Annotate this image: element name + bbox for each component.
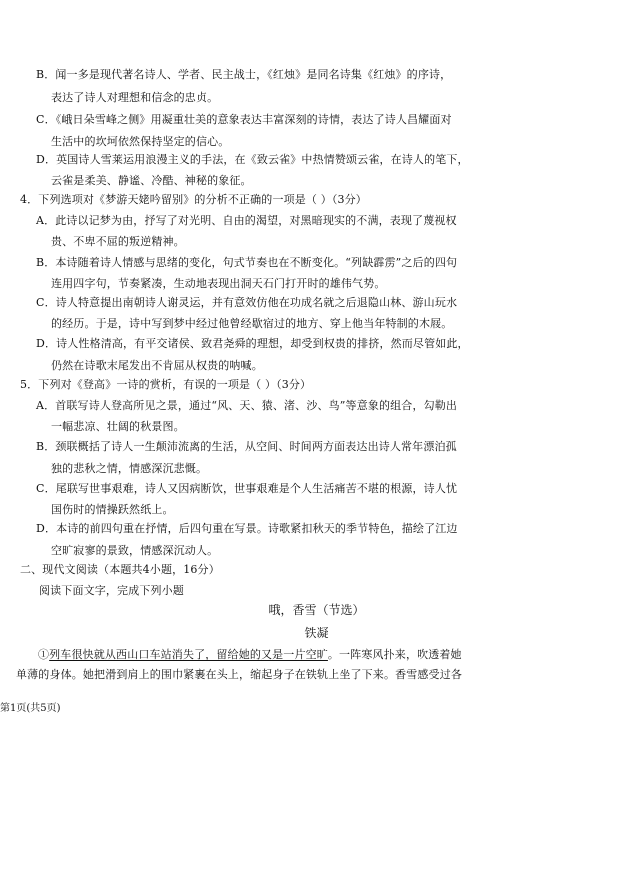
section-2-heading: 二、现代文阅读（本题共4小题，16分）	[20, 563, 220, 576]
q5-option-d-line-2: 空旷寂寥的景致，情感深沉动人。	[51, 544, 219, 557]
passage-paragraph-1-line-1	[38, 648, 462, 662]
paragraph-number: ①	[38, 648, 50, 661]
option-c-line-2: 生活中的坎坷依然保持坚定的信心。	[51, 135, 230, 148]
q5-option-a-line-2: 一幅悲凉、壮阔的秋景图。	[51, 420, 185, 433]
q5-option-b-line-2: 独的悲秋之情，情感深沉悲慨。	[51, 462, 208, 475]
passage-paragraph-1-line-2: 单薄的身体。她把滑到肩上的围巾紧裹在头上，缩起身子在铁轨上坐了下来。香雪感受过各	[16, 668, 462, 681]
q4-option-a-line-2: 贵、不卑不屈的叛逆精神。	[51, 235, 185, 248]
question-5-stem: 5．下列对《登高》一诗的赏析，有误的一项是（ ）（3分）	[20, 378, 312, 391]
q4-option-c-line-2: 的经历。于是，诗中写到梦中经过他曾经歇宿过的地方、穿上他当年特制的木屐。	[51, 317, 453, 330]
q4-option-b-line-2: 连用四字句，节奏紧凑，生动地表现出洞天石门打开时的雄伟气势。	[51, 277, 386, 290]
page-footer: 第1页(共5页)	[0, 703, 61, 714]
option-b-line-1: B．闻一多是现代著名诗人、学者、民主战士，《红烛》是同名诗集《红烛》的序诗，	[36, 68, 452, 81]
q4-option-b-line-1: B．本诗随着诗人情感与思绪的变化，句式节奏也在不断变化。“列缺霹雳”之后的四句	[36, 256, 458, 269]
passage-author: 铁凝	[304, 626, 329, 640]
option-c-line-1: C．《峨日朵雪峰之侧》用凝重壮美的意象表达丰富深刻的诗情，表达了诗人昌耀面对	[36, 113, 452, 126]
q5-option-c-line-2: 国伤时的情操跃然纸上。	[51, 503, 174, 516]
q5-option-d-line-1: D．本诗的前四句重在抒情，后四句重在写景。诗歌紧扣秋天的季节特色，描绘了江边	[36, 522, 458, 535]
question-4-stem: 4．下列选项对《梦游天姥吟留别》的分析不正确的一项是（ ）（3分）	[20, 193, 367, 206]
paragraph-1-rest: 。一阵寒风扑来，吹透着她	[327, 648, 462, 661]
q4-option-c-line-1: C．诗人特意提出南朝诗人谢灵运，并有意效仿他在功成名就之后退隐山林、游山玩水	[36, 296, 458, 309]
reading-instruction: 阅读下面文字，完成下列小题	[39, 584, 184, 597]
underlined-sentence: 列车很快就从西山口车站消失了，留给她的又是一片空旷	[49, 648, 328, 661]
q4-option-d-line-1: D．诗人性格清高，有平交诸侯、致君尧舜的理想，却受到权贵的排挤，然而尽管如此，	[36, 337, 469, 350]
option-b-line-2: 表达了诗人对理想和信念的忠贞。	[51, 91, 219, 104]
passage-title: 哦，香雪（节选）	[268, 603, 365, 617]
q4-option-d-line-2: 仍然在诗歌末尾发出不肯屈从权贵的呐喊。	[51, 359, 263, 372]
q5-option-a-line-1: A．首联写诗人登高所见之景，通过“风、天、猿、渚、沙、鸟”等意象的组合，勾勒出	[36, 399, 458, 412]
q5-option-b-line-1: B．颈联概括了诗人一生颠沛流离的生活，从空间、时间两方面表达出诗人常年漂泊孤	[36, 440, 457, 453]
q5-option-c-line-1: C．尾联写世事艰难，诗人又因病断饮，世事艰难是个人生活痛苦不堪的根源，诗人忧	[36, 482, 458, 495]
option-d-line-1: D．英国诗人雪莱运用浪漫主义的手法，在《致云雀》中热情赞颂云雀，在诗人的笔下，	[36, 153, 469, 166]
option-d-line-2: 云雀是柔美、静谧、冷酷、神秘的象征。	[51, 174, 252, 187]
q4-option-a-line-1: A．此诗以记梦为由，抒写了对光明、自由的渴望，对黑暗现实的不满，表现了蔑视权	[36, 214, 457, 227]
